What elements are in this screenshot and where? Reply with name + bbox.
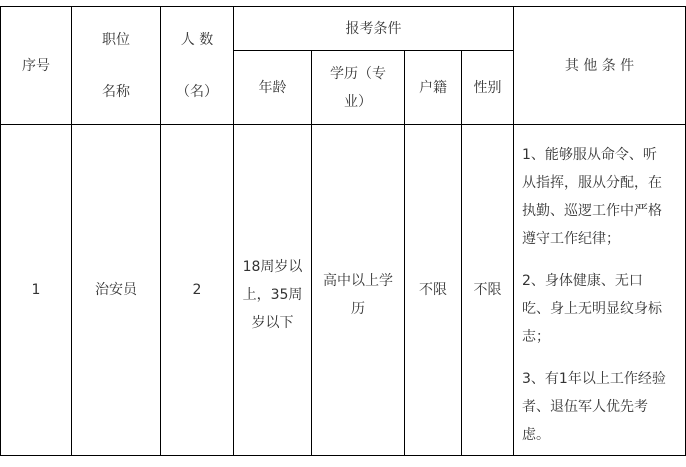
condition-2: [522, 267, 662, 351]
condition-2-line: 吃、身上无明显纹身标: [522, 301, 662, 317]
header-hukou-label: 户籍: [419, 79, 447, 96]
row-gender: [462, 125, 513, 455]
header-hukou: [405, 51, 461, 124]
header-position-line2: 名称: [102, 83, 130, 100]
condition-2-line: 志；: [522, 329, 550, 345]
header-count-line2: （名）: [176, 83, 218, 100]
row-education-line1: 高中以上学: [323, 273, 393, 289]
row-position: [72, 125, 160, 455]
row-age-line2: 上，35周: [242, 287, 303, 303]
row-age: [234, 125, 311, 455]
header-seq: [1, 7, 71, 124]
condition-1-line: 1、能够服从命令、听: [522, 147, 657, 163]
header-education: [312, 51, 404, 124]
condition-3-line: 虑。: [522, 427, 550, 443]
header-education-line1: 学历（专: [330, 65, 386, 82]
header-count: [161, 7, 233, 124]
header-age: [234, 51, 311, 124]
condition-2-line: 2、身体健康、无口: [522, 273, 643, 289]
row-gender-value: 不限: [473, 282, 502, 298]
row-seq-value: 1: [31, 282, 41, 298]
row-other-conditions: [514, 125, 685, 455]
condition-1-line: 执勤、巡逻工作中严格: [522, 203, 662, 219]
header-position-line1: 职位: [102, 31, 130, 48]
header-other-conditions: [514, 7, 685, 124]
row-hukou: [405, 125, 461, 455]
row-hukou-value: 不限: [419, 282, 447, 298]
row-education-line2: 历: [351, 301, 365, 317]
header-exam-conditions-label: 报考条件: [345, 20, 402, 37]
row-education: [312, 125, 404, 455]
table-border-bottom: [0, 455, 686, 456]
row-seq: [1, 125, 71, 455]
header-exam-conditions: [234, 7, 513, 50]
condition-1-line: 遵守工作纪律；: [522, 231, 620, 247]
header-education-line2: 业）: [344, 93, 372, 110]
condition-1: [522, 141, 662, 253]
condition-3-line: 者、退伍军人优先考: [522, 399, 648, 415]
row-count: [161, 125, 233, 455]
row-age-line3: 岁以下: [251, 315, 294, 331]
condition-3: [522, 365, 666, 449]
header-other-label: 其 他 条 件: [564, 57, 635, 74]
header-gender-label: 性别: [473, 79, 502, 96]
header-count-line1: 人 数: [180, 31, 214, 48]
condition-3-line: 3、有1年以上工作经验: [522, 371, 666, 387]
row-age-line1: 18周岁以: [242, 259, 303, 275]
header-age-label: 年龄: [258, 79, 287, 96]
row-position-value: 治安员: [95, 282, 137, 298]
header-gender: [462, 51, 513, 124]
header-position: [72, 7, 160, 124]
header-seq-label: 序号: [22, 57, 50, 74]
condition-1-line: 从指挥，服从分配，在: [522, 175, 662, 191]
row-count-value: 2: [192, 282, 202, 298]
